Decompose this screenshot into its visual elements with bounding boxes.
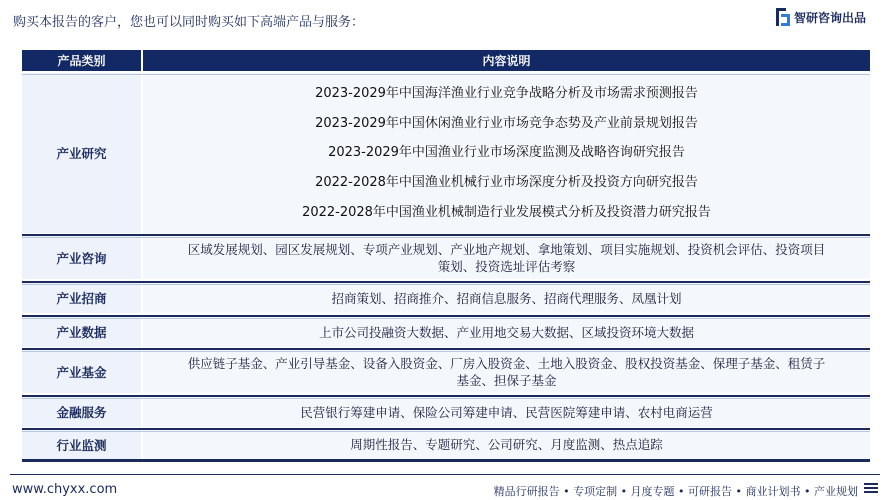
description-line: 区域发展规划、园区发展规划、专项产业规划、产业地产规划、拿地策划、项目实施规划、投资机会评估、投资项目 bbox=[187, 241, 826, 257]
description-line: 基金、担保子基金 bbox=[456, 372, 557, 388]
page-title: 购买本报告的客户，您也可以同时购买如下高端产品与服务： bbox=[13, 15, 365, 30]
row-description: 招商策划、招商推介、招商信息服务、招商代理服务、凤凰计划 bbox=[143, 283, 870, 313]
table-row bbox=[22, 348, 870, 393]
category-label: 行业监测 bbox=[22, 430, 141, 459]
report-list bbox=[143, 73, 870, 233]
logo-icon bbox=[776, 8, 790, 26]
row-description: 上市公司投融资大数据、产业用地交易大数据、区域投资环境大数据 bbox=[143, 317, 870, 347]
category-label: 产业研究 bbox=[22, 73, 141, 233]
description-line: 策划、投资选址评估考察 bbox=[437, 258, 576, 274]
row-description: 民营银行筹建申请、保险公司筹建申请、民营医院筹建申请、农村电商运营 bbox=[143, 397, 870, 427]
category-label: 产业咨询 bbox=[22, 236, 141, 279]
stack-icon bbox=[864, 483, 878, 495]
category-label: 产业招商 bbox=[22, 283, 141, 313]
website-link[interactable]: www.chyxx.com bbox=[12, 482, 118, 497]
report-link[interactable]: 2023-2029年中国渔业行业市场深度监测及战略咨询研究报告 bbox=[328, 145, 685, 161]
table-row bbox=[22, 315, 870, 347]
table-header bbox=[22, 50, 870, 71]
category-label: 产业基金 bbox=[22, 350, 141, 393]
report-link[interactable]: 2023-2029年中国休闲渔业行业市场竞争态势及产业前景规划报告 bbox=[315, 115, 698, 131]
table-row bbox=[22, 281, 870, 313]
category-label: 产业数据 bbox=[22, 317, 141, 347]
table-bottom-border bbox=[22, 459, 870, 462]
brand-logo bbox=[776, 8, 866, 26]
column-header-description: 内容说明 bbox=[143, 50, 870, 71]
table-row bbox=[22, 395, 870, 427]
report-link[interactable]: 2023-2029年中国海洋渔业行业竞争战略分析及市场需求预测报告 bbox=[315, 86, 698, 102]
table-row-research bbox=[22, 73, 870, 233]
row-description bbox=[143, 236, 870, 279]
category-label: 金融服务 bbox=[22, 397, 141, 427]
table-row bbox=[22, 428, 870, 459]
column-header-category: 产品类别 bbox=[22, 50, 141, 71]
table-row bbox=[22, 234, 870, 279]
description-line: 供应链子基金、产业引导基金、设备入股资金、厂房入股资金、土地入股资金、股权投资基金、保理子基金、租赁子 bbox=[187, 355, 826, 371]
row-description: 周期性报告、专题研究、公司研究、月度监测、热点追踪 bbox=[143, 430, 870, 459]
footer-divider bbox=[10, 474, 880, 475]
report-link[interactable]: 2022-2028年中国渔业机械制造行业发展模式分析及投资潜力研究报告 bbox=[302, 204, 711, 220]
row-description bbox=[143, 350, 870, 393]
logo-text: 智研咨询出品 bbox=[793, 10, 866, 25]
services-list: 精品行研报告 • 专项定制 • 月度专题 • 可研报告 • 商业计划书 • 产业规划 bbox=[493, 485, 858, 498]
report-link[interactable]: 2022-2028年中国渔业机械行业市场深度分析及投资方向研究报告 bbox=[315, 175, 698, 191]
